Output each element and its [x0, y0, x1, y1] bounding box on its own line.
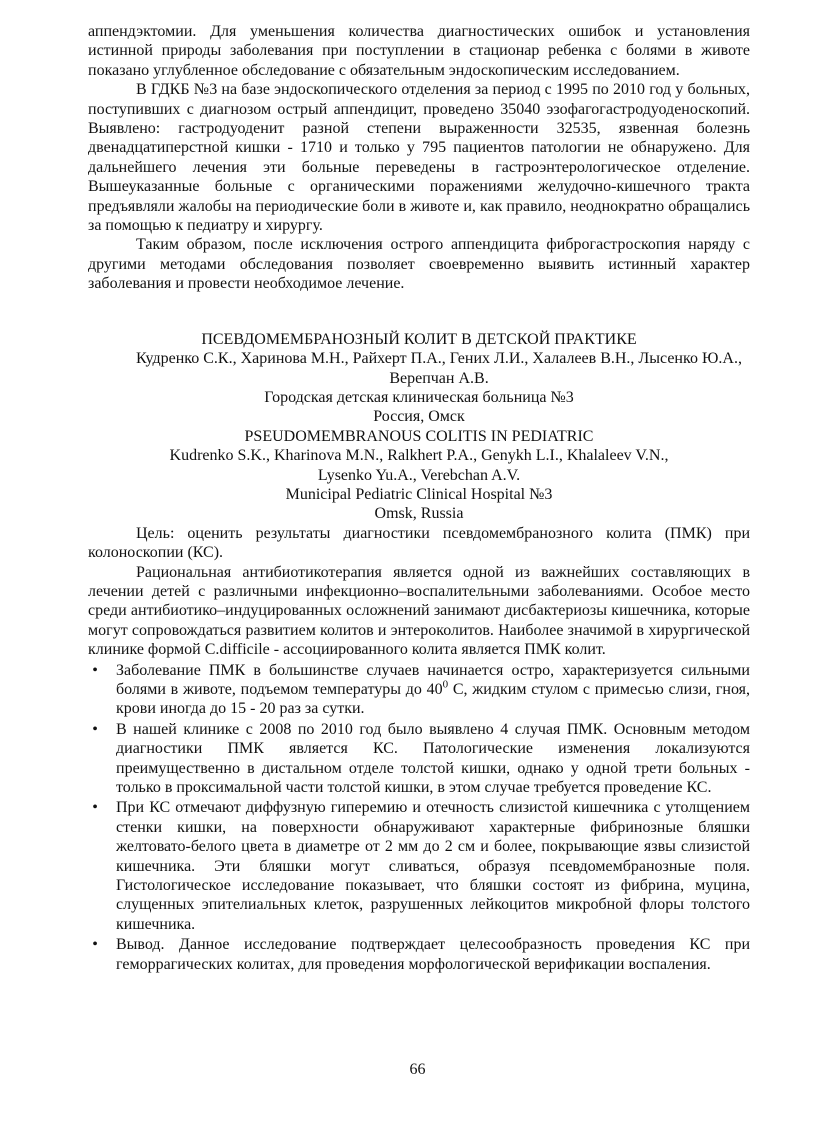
bullet-text-1-superscript: 0: [442, 678, 449, 691]
bullet-marker: •: [92, 720, 98, 738]
article-aim: Цель: оценить результаты диагностики псевдомембранозного колита (ПМК) при колоноскопии (КС).: [88, 524, 750, 562]
article-intro: Рациональная антибиотикотерапия является одной из важнейших составляющих в лечении детей с различными инфекционно–воспалительными заболеваниями. Особое место среди антибиотико–индуцированных осложнений занимают дисбактериозы кишечника, которые могут сопровождаться развитием колитов и энтероколитов. Наиболее значимой в хирургической клинике формой C.difficile - ассоциированного колита является ПМК колит.: [88, 563, 750, 659]
paragraph-appendectomy: аппендэктомии. Для уменьшения количества диагностических ошибок и установления истинной природы заболевания при поступлении в стационар ребенка с болями в животе показано углубленное обследование с обязательным эндоскопическим исследованием.: [88, 23, 750, 79]
bullet-marker: •: [92, 661, 98, 679]
list-item: [88, 798, 750, 934]
list-item: [88, 935, 750, 974]
bullet-text-4: Вывод. Данное исследование подтверждает целесообразность проведения КС при геморрагических колитах, для проведения морфологической верификации воспаления.: [116, 936, 750, 973]
bullet-marker: •: [92, 936, 98, 954]
page-number: 66: [409, 1061, 426, 1078]
findings-list: [88, 661, 750, 975]
article-title-ru: ПСЕВДОМЕМБРАНОЗНЫЙ КОЛИТ В ДЕТСКОЙ ПРАКТИКЕ: [201, 330, 637, 348]
article-authors-ru: Кудренко С.К., Харинова М.Н., Райхерт П.А., Гених Л.И., Халалеев В.Н., Лысенко Ю.А., Верепчан А.В.: [136, 350, 742, 387]
bullet-text-1a: Заболевание ПМК в большинстве случаев начинается остро, характеризуется сильными болями в животе, подъемом температуры до 40: [116, 661, 750, 698]
document-page: [88, 22, 750, 974]
bullet-text-1b: С, жидким стулом с примесью слизи, гноя, крови иногда до 15 - 20 раз за сутки.: [116, 681, 750, 718]
article-authors-en: Kudrenko S.K., Kharinova M.N., Ralkhert P.A., Genykh L.I., Khalaleev V.N., Lysenko Yu.A., Verebchan A.V.: [169, 447, 669, 484]
article-location-en: Omsk, Russia: [374, 505, 464, 523]
bullet-text-3: При КС отмечают диффузную гиперемию и отечность слизистой кишечника с утолщением стенки кишки, на поверхности обнаруживают характерные фибринозные бляшки желтовато-белого цвета в диаметре от 2 мм до 2 см и более, покрывающие язвы слизистой кишечника. Эти бляшки могут сливаться, образуя псевдомембранозные поля. Гистологическое исследование показывает, что бляшки состоят из фибрина, муцина, слущенных эпителиальных клеток, разрушенных лейкоцитов микробной флоры толстого кишечника.: [116, 799, 750, 933]
list-item: [88, 720, 750, 798]
paragraph-gdkb-statistics: В ГДКБ №3 на базе эндоскопического отделения за период с 1995 по 2010 год у больных, поступивших с диагнозом острый аппендицит, проведено 35040 эзофагогастродуоденоскопий. Выявлено: гастродуоденит разной степени выраженности 32535, язвенная болезнь двенадцатиперстной кишки - 1710 и только у 795 пациентов патологии не обнаружено. Для дальнейшего лечения эти больные переведены в гастроэнтерологическое отделение. Вышеуказанные больные с органическими поражениями желудочно-кишечного тракта предъявляли жалобы на периодические боли в животе и, как правило, неоднократно обращались за помощью к педиатру и хирургу.: [88, 81, 750, 235]
bullet-text-2: В нашей клинике с 2008 по 2010 год было выявлено 4 случая ПМК. Основным методом диагностики ПМК является КС. Патологические изменения локализуются преимущественно в дистальном отделе толстой кишки, однако у одной трети больных - только в проксимальной части толстой кишки, в этом случае требуется проведение КС.: [116, 720, 750, 797]
article-title-en: PSEUDOMEMBRANOUS COLITIS IN PEDIATRIC: [244, 427, 594, 445]
list-item: [88, 661, 750, 719]
article-institution-ru: Городская детская клиническая больница №3: [264, 388, 574, 406]
bullet-marker: •: [92, 799, 98, 817]
article-institution-en: Municipal Pediatric Clinical Hospital №3: [285, 485, 553, 503]
paragraph-conclusion: Таким образом, после исключения острого аппендицита фиброгастроскопия наряду с другими методами обследования позволяет своевременно выявить истинный характер заболевания и провести необходимое лечение.: [88, 236, 750, 293]
article-header: [88, 330, 750, 524]
article-location-ru: Россия, Омск: [373, 408, 465, 426]
